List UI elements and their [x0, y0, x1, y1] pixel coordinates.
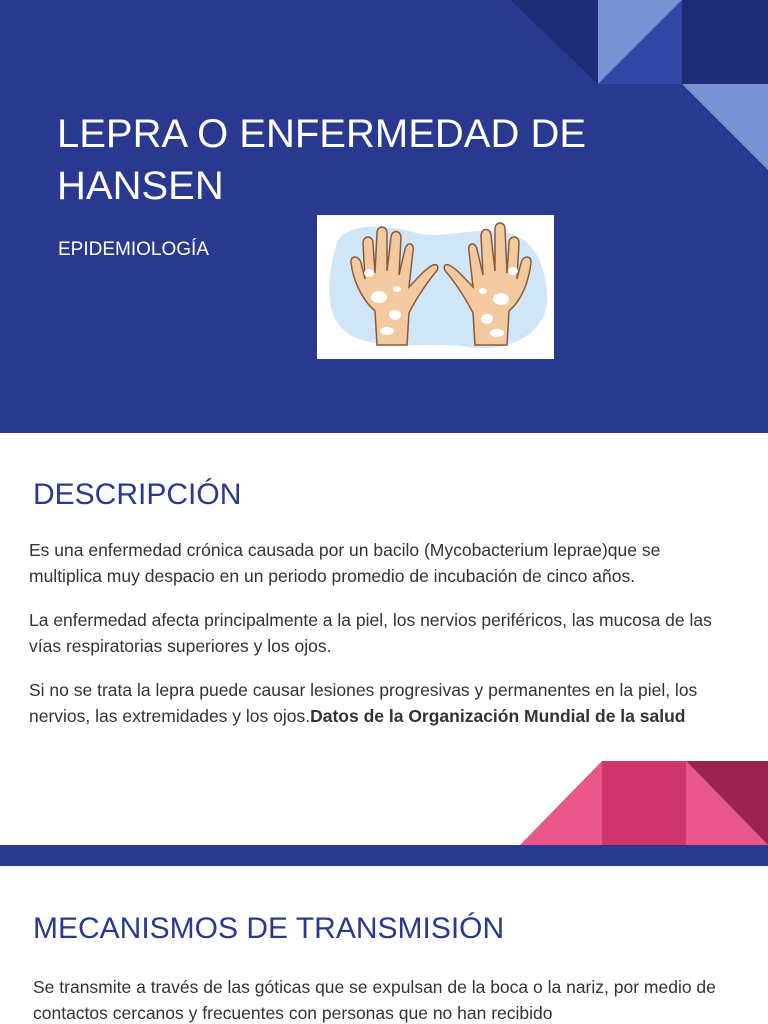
transmission-paragraph: Se transmite a través de las góticas que se expulsan de la boca o la nariz, por medio de contactos cercanos y frecuentes con personas que no han recibido [33, 977, 716, 1023]
description-body [29, 537, 729, 747]
subtitle: EPIDEMIOLOGÍA [58, 239, 209, 260]
paragraph-3-text: Si no se trata la lepra puede causar lesiones progresivas y permanentes en la piel, los nervios, las extremidades y los ojos. [29, 680, 698, 726]
description-heading: DESCRIPCIÓN [33, 478, 242, 511]
transmission-slide [0, 866, 768, 1024]
title-slide [0, 0, 768, 433]
description-paragraph-1: Es una enfermedad crónica causada por un bacilo (Mycobacterium leprae)que se multiplica muy despacio en un periodo promedio de incubación de cinco años. [29, 540, 661, 586]
page-title: LEPRA O ENFERMEDAD DE HANSEN [57, 112, 587, 208]
description-paragraph-3 [29, 677, 729, 729]
transmission-heading: MECANISMOS DE TRANSMISIÓN [33, 912, 505, 945]
separator-band [0, 845, 768, 866]
description-paragraph-2: La enfermedad afecta principalmente a la piel, los nervios periféricos, las mucosa de las vías respiratorias superiores y los ojos. [29, 610, 712, 656]
description-slide [0, 433, 768, 845]
hands-illustration [317, 215, 554, 359]
who-source-note: Datos de la Organización Mundial de la salud [310, 706, 686, 726]
